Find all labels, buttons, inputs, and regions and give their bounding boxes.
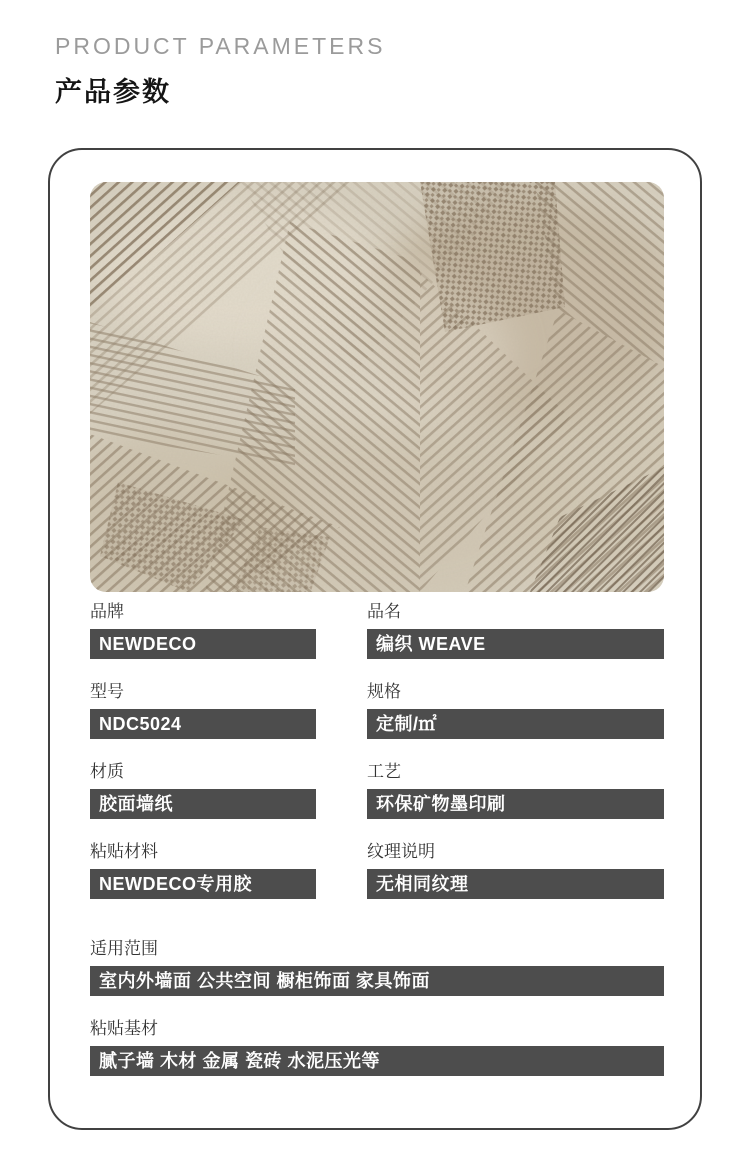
param-texture-note xyxy=(367,842,664,899)
param-application-scope xyxy=(90,939,664,996)
param-label: 工艺 xyxy=(367,762,401,781)
param-value-bar: 环保矿物墨印刷 xyxy=(367,789,664,819)
product-parameters-card xyxy=(48,148,702,1130)
param-label: 粘贴材料 xyxy=(90,842,158,861)
page-header xyxy=(55,33,385,109)
param-value-bar: NEWDECO xyxy=(90,629,316,659)
param-value-bar: NDC5024 xyxy=(90,709,316,739)
param-label: 适用范围 xyxy=(90,939,158,958)
param-value-bar: NEWDECO专用胶 xyxy=(90,869,316,899)
param-value-bar: 胶面墙纸 xyxy=(90,789,316,819)
product-texture-image xyxy=(90,182,664,592)
param-value-bar: 腻子墙 木材 金属 瓷砖 水泥压光等 xyxy=(90,1046,664,1076)
param-model xyxy=(90,682,316,739)
param-label: 材质 xyxy=(90,762,124,781)
param-product-name xyxy=(367,602,664,659)
page-title-cn: 产品参数 xyxy=(55,77,171,107)
param-spec xyxy=(367,682,664,739)
param-value-bar: 定制/㎡ xyxy=(367,709,664,739)
param-material xyxy=(90,762,316,819)
param-value-bar: 无相同纹理 xyxy=(367,869,664,899)
param-value-bar: 室内外墙面 公共空间 橱柜饰面 家具饰面 xyxy=(90,966,664,996)
param-label: 纹理说明 xyxy=(367,842,435,861)
page-title-en: PRODUCT PARAMETERS xyxy=(55,33,386,59)
param-brand xyxy=(90,602,316,659)
param-craft xyxy=(367,762,664,819)
parameter-list xyxy=(90,602,664,1076)
param-adhesive-material xyxy=(90,842,316,899)
param-label: 规格 xyxy=(367,682,401,701)
param-value-bar: 编织 WEAVE xyxy=(367,629,664,659)
param-label: 品名 xyxy=(367,602,401,621)
param-label: 品牌 xyxy=(90,602,124,621)
param-base-surface xyxy=(90,1019,664,1076)
param-label: 粘贴基材 xyxy=(90,1019,158,1038)
param-label: 型号 xyxy=(90,682,124,701)
